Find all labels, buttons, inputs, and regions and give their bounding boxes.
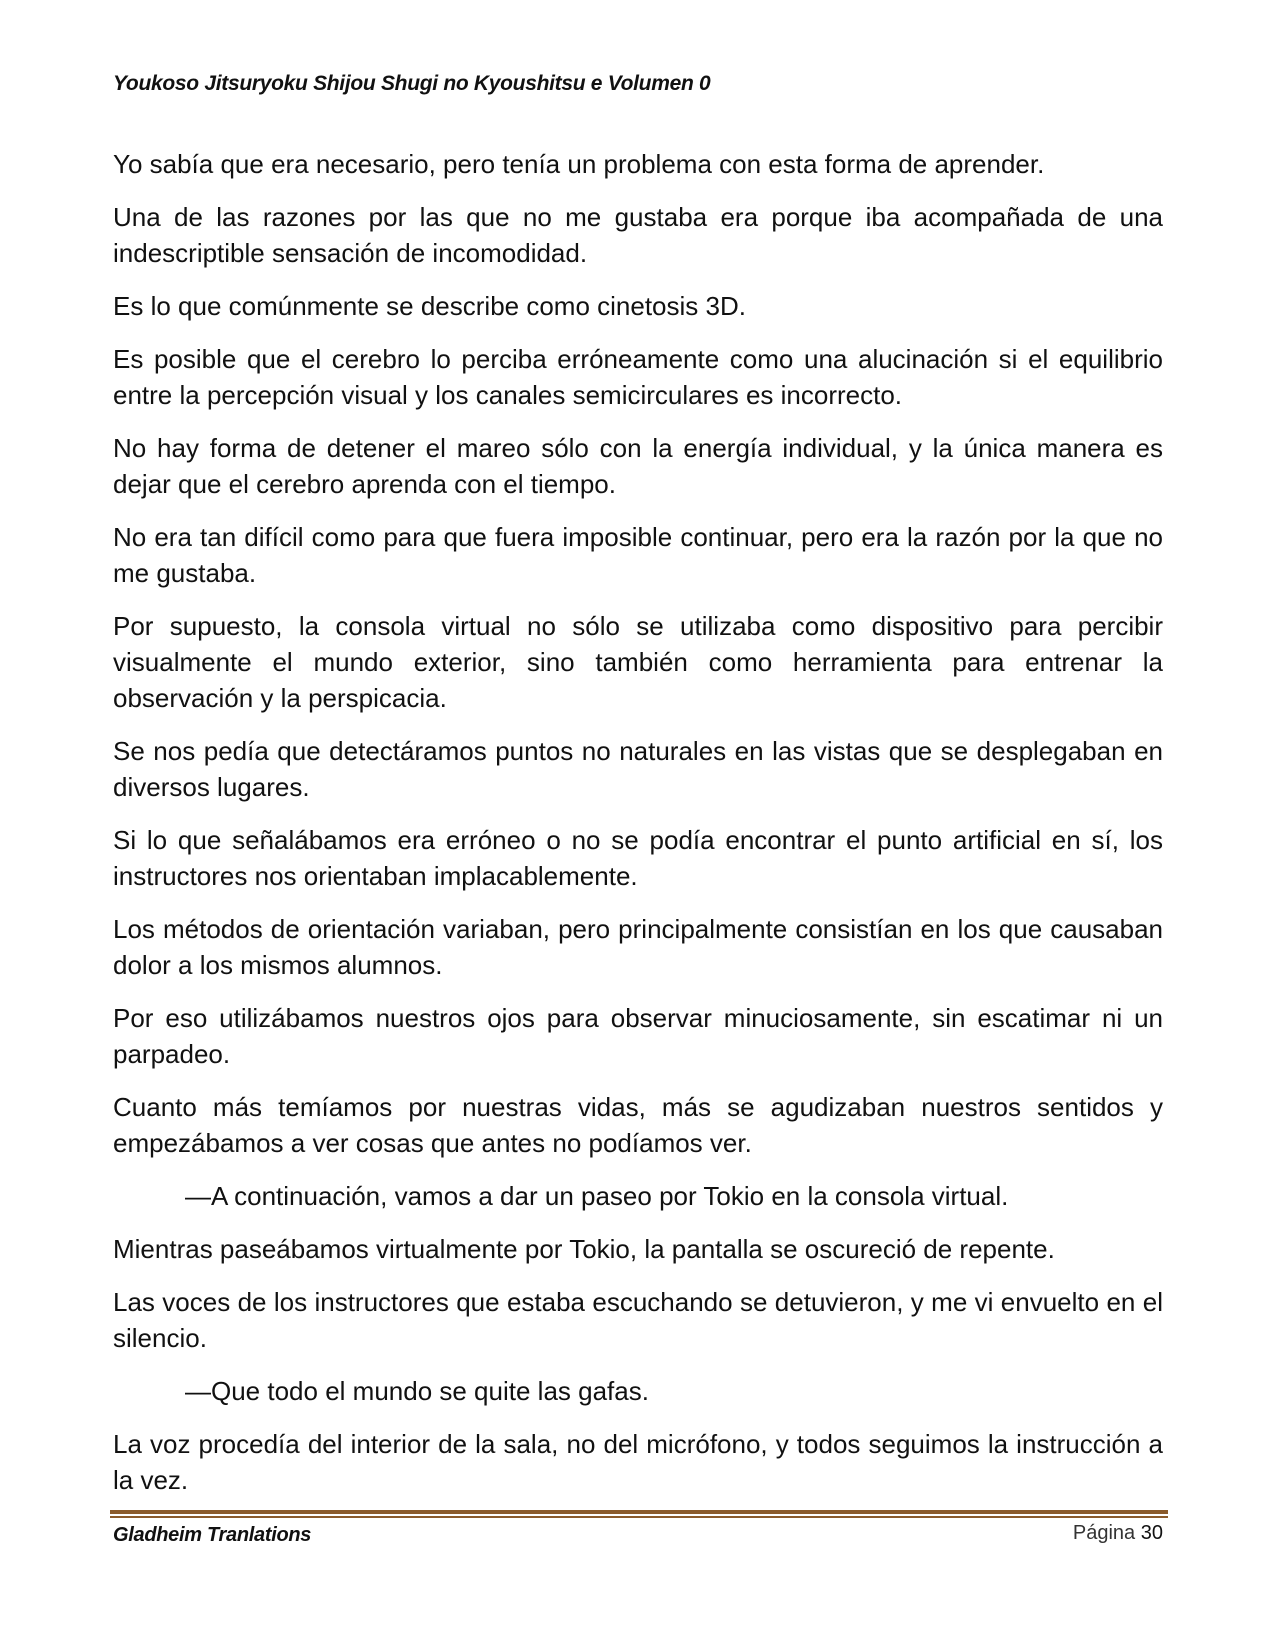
page-body xyxy=(113,146,1163,1515)
paragraph: Las voces de los instructores que estaba escuchando se detuvieron, y me vi envuelto en el silencio. xyxy=(113,1287,1163,1353)
paragraph: Por supuesto, la consola virtual no sólo se utilizaba como dispositivo para percibir visualmente el mundo exterior, sino también como herramienta para entrenar la observación y la perspicacia. xyxy=(113,611,1163,713)
dialogue-paragraph: —A continuación, vamos a dar un paseo por Tokio en la consola virtual. xyxy=(185,1181,1009,1211)
paragraph: Es posible que el cerebro lo perciba erróneamente como una alucinación si el equilibrio entre la percepción visual y los canales semicirculares es incorrecto. xyxy=(113,344,1163,410)
paragraph: No hay forma de detener el mareo sólo con la energía individual, y la única manera es dejar que el cerebro aprenda con el tiempo. xyxy=(113,433,1163,499)
paragraph: Es lo que comúnmente se describe como cinetosis 3D. xyxy=(113,291,746,321)
page-number: 30 xyxy=(1140,1522,1163,1544)
paragraph: Si lo que señalábamos era erróneo o no se podía encontrar el punto artificial en sí, los instructores nos orientaban implacablemente. xyxy=(113,825,1163,891)
paragraph: Una de las razones por las que no me gustaba era porque iba acompañada de una indescriptible sensación de incomodidad. xyxy=(113,202,1163,268)
footer-rule-thick xyxy=(110,1510,1168,1514)
paragraph: Yo sabía que era necesario, pero tenía un problema con esta forma de aprender. xyxy=(113,149,1045,179)
paragraph: Cuanto más temíamos por nuestras vidas, más se agudizaban nuestros sentidos y empezábamos a ver cosas que antes no podíamos ver. xyxy=(113,1092,1163,1158)
paragraph: Se nos pedía que detectáramos puntos no naturales en las vistas que se desplegaban en diversos lugares. xyxy=(113,736,1163,802)
paragraph: Mientras paseábamos virtualmente por Tokio, la pantalla se oscureció de repente. xyxy=(113,1234,1055,1264)
footer-rule-thin xyxy=(110,1516,1168,1518)
translator-credit: Gladheim Tranlations xyxy=(113,1524,312,1546)
page-label: Página xyxy=(1072,1522,1136,1544)
paragraph: Por eso utilizábamos nuestros ojos para observar minuciosamente, sin escatimar ni un parpadeo. xyxy=(113,1003,1163,1069)
paragraph: Los métodos de orientación variaban, pero principalmente consistían en los que causaban dolor a los mismos alumnos. xyxy=(113,914,1163,980)
dialogue-paragraph: —Que todo el mundo se quite las gafas. xyxy=(185,1376,649,1406)
paragraph: No era tan difícil como para que fuera imposible continuar, pero era la razón por la que no me gustaba. xyxy=(113,522,1163,588)
running-header: Youkoso Jitsuryoku Shijou Shugi no Kyoushitsu e Volumen 0 xyxy=(113,72,711,95)
page-indicator xyxy=(1073,1522,1163,1545)
paragraph: La voz procedía del interior de la sala, no del micrófono, y todos seguimos la instrucción a la vez. xyxy=(113,1429,1163,1495)
